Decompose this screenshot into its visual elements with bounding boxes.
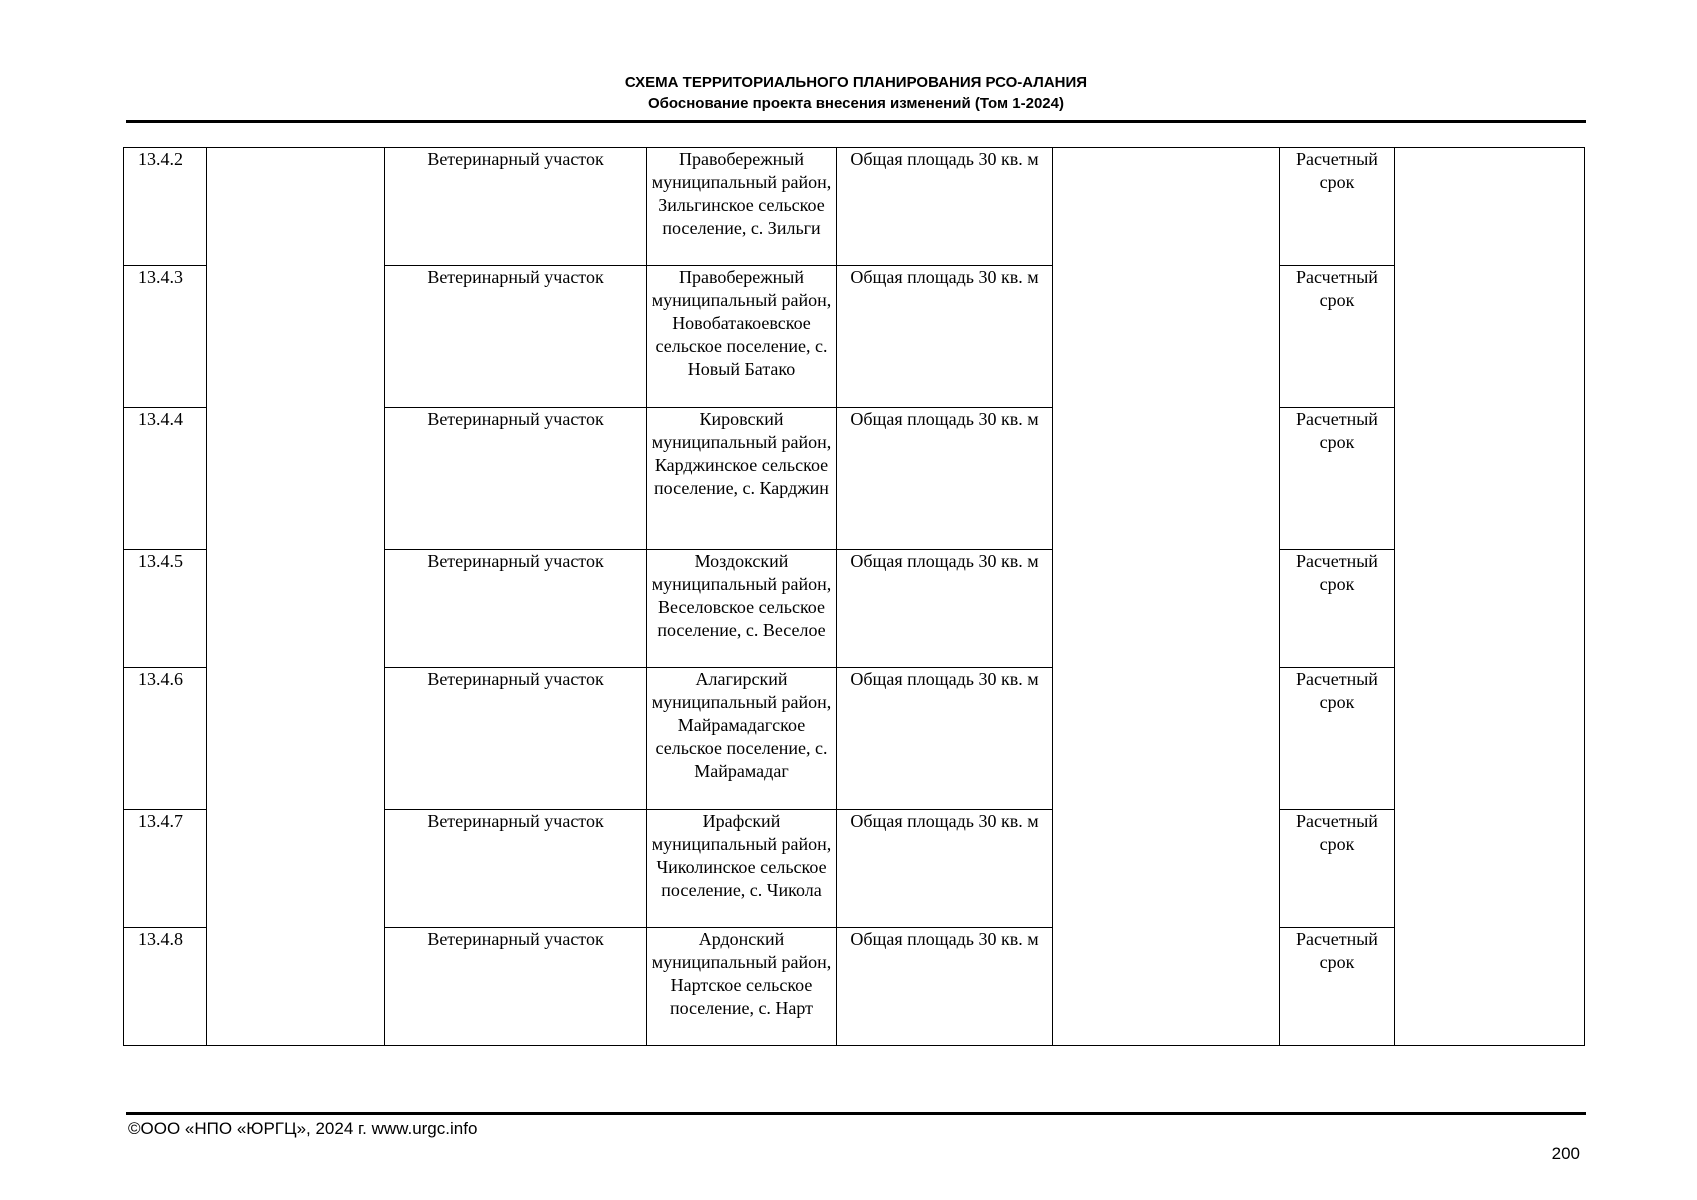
table-row <box>124 148 1585 266</box>
object-area: Общая площадь 30 кв. м <box>837 550 1053 668</box>
object-location: Ардонский муниципальный район, Нартское сельское поселение, с. Нарт <box>647 928 837 1046</box>
merged-empty-cell <box>207 148 385 1046</box>
page-number: 200 <box>1551 1144 1580 1163</box>
object-term: Расчетный срок <box>1280 550 1395 668</box>
object-location: Моздокский муниципальный район, Веселовское сельское поселение, с. Веселое <box>647 550 837 668</box>
header-title: СХЕМА ТЕРРИТОРИАЛЬНОГО ПЛАНИРОВАНИЯ РСО-АЛАНИЯ <box>624 74 1088 91</box>
header-rule <box>126 120 1586 123</box>
object-term: Расчетный срок <box>1280 668 1395 810</box>
row-number: 13.4.7 <box>124 810 207 928</box>
object-location: Алагирский муниципальный район, Майрамадагское сельское поселение, с. Майрамадаг <box>647 668 837 810</box>
footer-copyright: ©ООО «НПО «ЮРГЦ», 2024 г. www.urgc.info <box>128 1119 478 1138</box>
object-name: Ветеринарный участок <box>385 810 647 928</box>
document-header <box>126 72 1586 114</box>
row-number: 13.4.2 <box>124 148 207 266</box>
footer-rule <box>126 1112 1586 1115</box>
object-location: Правобережный муниципальный район, Зильгинское сельское поселение, с. Зильги <box>647 148 837 266</box>
row-number: 13.4.5 <box>124 550 207 668</box>
merged-empty-cell <box>1395 148 1585 1046</box>
object-term: Расчетный срок <box>1280 266 1395 408</box>
object-term: Расчетный срок <box>1280 810 1395 928</box>
object-term: Расчетный срок <box>1280 928 1395 1046</box>
object-name: Ветеринарный участок <box>385 928 647 1046</box>
object-term: Расчетный срок <box>1280 148 1395 266</box>
object-area: Общая площадь 30 кв. м <box>837 928 1053 1046</box>
row-number: 13.4.8 <box>124 928 207 1046</box>
row-number: 13.4.6 <box>124 668 207 810</box>
object-name: Ветеринарный участок <box>385 550 647 668</box>
header-subtitle: Обоснование проекта внесения изменений (Том 1-2024) <box>648 95 1064 112</box>
object-area: Общая площадь 30 кв. м <box>837 266 1053 408</box>
object-location: Кировский муниципальный район, Карджинское сельское поселение, с. Карджин <box>647 408 837 550</box>
object-name: Ветеринарный участок <box>385 668 647 810</box>
object-location: Правобережный муниципальный район, Новобатакоевское сельское поселение, с. Новый Батако <box>647 266 837 408</box>
object-area: Общая площадь 30 кв. м <box>837 408 1053 550</box>
object-area: Общая площадь 30 кв. м <box>837 148 1053 266</box>
object-name: Ветеринарный участок <box>385 408 647 550</box>
object-name: Ветеринарный участок <box>385 148 647 266</box>
row-number: 13.4.4 <box>124 408 207 550</box>
row-number: 13.4.3 <box>124 266 207 408</box>
object-name: Ветеринарный участок <box>385 266 647 408</box>
object-area: Общая площадь 30 кв. м <box>837 668 1053 810</box>
object-area: Общая площадь 30 кв. м <box>837 810 1053 928</box>
object-location: Ирафский муниципальный район, Чиколинское сельское поселение, с. Чикола <box>647 810 837 928</box>
object-term: Расчетный срок <box>1280 408 1395 550</box>
objects-table <box>123 147 1585 1046</box>
merged-empty-cell <box>1053 148 1280 1046</box>
